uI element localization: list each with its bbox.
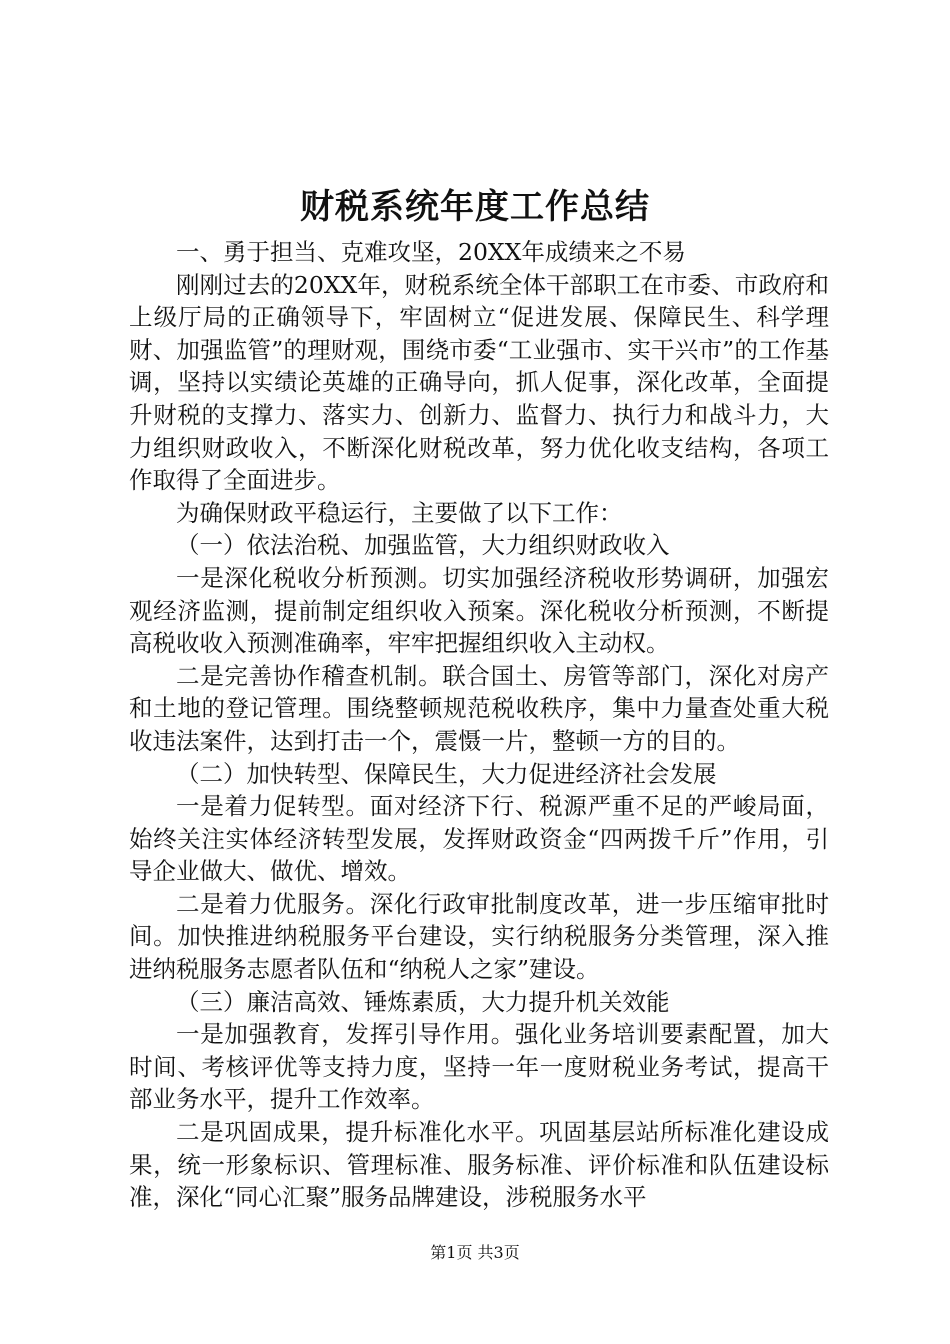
body-paragraph: 一是着力促转型。面对经济下行、税源严重不足的严峻局面，始终关注实体经济转型发展，发挥财政资金“四两拨千斤”作用，引导企业做大、做优、增效。 bbox=[129, 792, 829, 886]
body-paragraph: 为确保财政平稳运行，主要做了以下工作： bbox=[176, 498, 623, 527]
subsection-heading: （二）加快转型、保障民生，大力促进经济社会发展 bbox=[176, 759, 717, 788]
page-number-footer: 第1页 共3页 bbox=[430, 1243, 520, 1262]
subsection-heading: （三）廉洁高效、锤炼素质，大力提升机关效能 bbox=[176, 987, 670, 1016]
document-title: 财税系统年度工作总结 bbox=[300, 187, 650, 227]
body-paragraph: 二是完善协作稽查机制。联合国土、房管等部门，深化对房产和土地的登记管理。围绕整顿规范税收秩序，集中力量查处重大税收违法案件，达到打击一个，震慑一片，整顿一方的目的。 bbox=[129, 661, 829, 755]
body-paragraph: 一是深化税收分析预测。切实加强经济税收形势调研，加强宏观经济监测，提前制定组织收入预案。深化税收分析预测，不断提高税收收入预测准确率，牢牢把握组织收入主动权。 bbox=[129, 563, 829, 658]
body-paragraph: 一是加强教育，发挥引导作用。强化业务培训要素配置，加大时间、考核评优等支持力度，坚持一年一度财税业务考试，提高干部业务水平，提升工作效率。 bbox=[129, 1020, 829, 1114]
document-body bbox=[129, 236, 829, 1214]
subsection-heading: （一）依法治税、加强监管，大力组织财政收入 bbox=[176, 531, 670, 560]
body-paragraph: 二是巩固成果，提升标准化水平。巩固基层站所标准化建设成果，统一形象标识、管理标准、服务标准、评价标准和队伍建设标准，深化“同心汇聚”服务品牌建设，涉税服务水平 bbox=[129, 1118, 829, 1212]
body-paragraph: 刚刚过去的20XX年，财税系统全体干部职工在市委、市政府和上级厅局的正确领导下，牢固树立“促进发展、保障民生、科学理财、加强监管”的理财观，围绕市委“工业强市、实干兴市”的工作基调，坚持以实绩论英雄的正确导向，抓人促事，深化改革，全面提升财税的支撑力、落实力、创新力、监督力、执行力和战斗力，大力组织财政收入，不断深化财税改革，努力优化收支结构，各项工作取得了全面进步。 bbox=[129, 270, 829, 495]
body-paragraph: 二是着力优服务。深化行政审批制度改革，进一步压缩审批时间。加快推进纳税服务平台建设，实行纳税服务分类管理，深入推进纳税服务志愿者队伍和“纳税人之家”建设。 bbox=[129, 889, 829, 984]
section-heading: 一、勇于担当、克难攻坚，20XX年成绩来之不易 bbox=[176, 238, 686, 266]
